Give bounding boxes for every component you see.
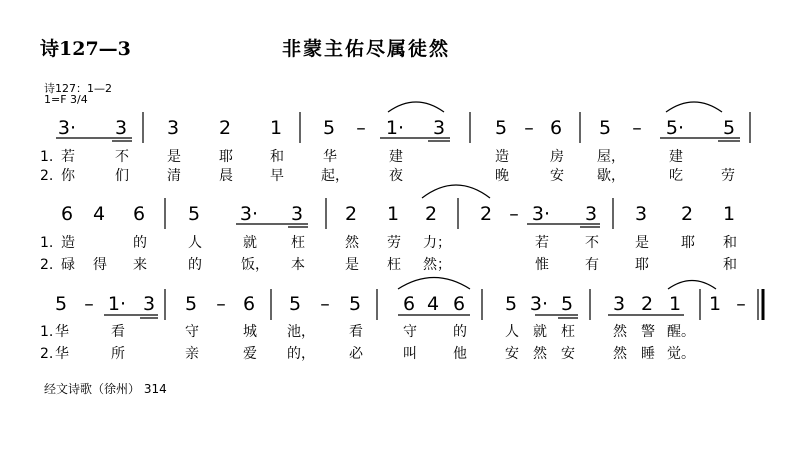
lyric: 然	[613, 346, 627, 362]
lyric: 本	[291, 257, 305, 273]
lyric: 华	[323, 149, 337, 165]
lyric: 歇，	[597, 168, 625, 184]
lyric: 晨	[219, 168, 233, 184]
lyric: 你	[61, 168, 75, 184]
note: 6	[60, 203, 74, 225]
note: 5	[494, 117, 508, 139]
lyric: 是	[345, 257, 359, 273]
note: 1	[708, 293, 722, 315]
note: 4	[92, 203, 106, 225]
lyric: 觉。	[667, 346, 695, 362]
note: –	[320, 293, 330, 315]
hymn-number: 诗127—3	[40, 38, 131, 60]
lyric: 枉	[561, 324, 575, 340]
lyric: 就	[243, 235, 257, 251]
source-footer: 经文诗歌（徐州） 314	[44, 382, 167, 396]
lyric: 然	[345, 235, 359, 251]
note: 3	[290, 203, 304, 225]
lyric: 的	[133, 235, 147, 251]
lyric: 造	[61, 235, 75, 251]
lyric: 的	[453, 324, 467, 340]
note: 2	[218, 117, 232, 139]
lyric: 若	[535, 235, 549, 251]
lyric: 是	[167, 149, 181, 165]
lyric: 碌	[61, 257, 75, 273]
lyric: 睡	[641, 346, 655, 362]
lyric: 守	[403, 324, 417, 340]
note: 2	[640, 293, 654, 315]
note: 5	[560, 293, 574, 315]
note: –	[84, 293, 94, 315]
lyric: 叫	[403, 346, 417, 362]
lyric: 是	[635, 235, 649, 251]
note: –	[356, 117, 366, 139]
note: 1	[386, 203, 400, 225]
lyric: 吃	[669, 168, 683, 184]
lyric: 力；	[423, 235, 451, 251]
lyric: 看	[111, 324, 125, 340]
lyric: 来	[133, 257, 147, 273]
note: 1	[269, 117, 283, 139]
lyric: 惟	[535, 257, 549, 273]
note: 2	[424, 203, 438, 225]
note: 6	[402, 293, 416, 315]
lyric: 看	[349, 324, 363, 340]
lyric: 就	[533, 324, 547, 340]
lyric: 夜	[389, 168, 403, 184]
verse-number: 1.	[40, 324, 54, 340]
lyric: 不	[585, 235, 599, 251]
lyric: 耶	[219, 149, 233, 165]
lyric: 华	[55, 346, 69, 362]
lyric: 华	[55, 324, 69, 340]
lyric: 有	[585, 257, 599, 273]
lyric: 然	[613, 324, 627, 340]
lyric: 亲	[185, 346, 199, 362]
lyric: 若	[61, 149, 75, 165]
lyric: 醒。	[667, 324, 695, 340]
lyric: 房	[550, 149, 564, 165]
lyric: 饭，	[241, 257, 269, 273]
lyric: 枉	[291, 235, 305, 251]
note: 1·	[107, 293, 127, 315]
note: 3·	[57, 117, 77, 139]
lyric: 警	[641, 324, 655, 340]
lyric: 他	[453, 346, 467, 362]
lyric: 安	[561, 346, 575, 362]
duration-underlines	[56, 138, 740, 318]
note: 2	[680, 203, 694, 225]
note: –	[509, 203, 519, 225]
lyric: 安	[550, 168, 564, 184]
verse-number: 1.	[40, 235, 54, 251]
note: 5·	[665, 117, 685, 139]
note: 5	[184, 293, 198, 315]
note: –	[524, 117, 534, 139]
note: 3	[114, 117, 128, 139]
note: 1·	[385, 117, 405, 139]
note: 6	[132, 203, 146, 225]
note: 3·	[531, 203, 551, 225]
note: 5	[722, 117, 736, 139]
lyric: 耶	[635, 257, 649, 273]
lyric: 的	[188, 257, 202, 273]
verse-number: 1.	[40, 149, 54, 165]
lyric: 池，	[287, 324, 315, 340]
note: 3	[142, 293, 156, 315]
lyric: 城	[243, 324, 257, 340]
lyric: 和	[723, 235, 737, 251]
note: –	[216, 293, 226, 315]
key-time-signature: 1=F 3/4	[44, 93, 88, 106]
lyric: 耶	[681, 235, 695, 251]
note: 6	[549, 117, 563, 139]
note: –	[632, 117, 642, 139]
note: 4	[426, 293, 440, 315]
note: 2	[344, 203, 358, 225]
note: 5	[288, 293, 302, 315]
lyric: 屋，	[597, 149, 625, 165]
lyric: 然；	[423, 257, 451, 273]
lyric: 的，	[287, 346, 315, 362]
lyric: 爱	[243, 346, 257, 362]
note: 3·	[239, 203, 259, 225]
note: 3	[634, 203, 648, 225]
note: 6	[452, 293, 466, 315]
lyric: 建	[389, 149, 403, 165]
song-title: 非蒙主佑尽属徒然	[282, 38, 451, 60]
lyric: 们	[115, 168, 129, 184]
lyric: 造	[495, 149, 509, 165]
note: 3	[612, 293, 626, 315]
note: 1	[722, 203, 736, 225]
scripture-reference: 诗127：1—2	[44, 82, 112, 95]
note: 5	[187, 203, 201, 225]
lyric: 晚	[495, 168, 509, 184]
note: 2	[479, 203, 493, 225]
lyric: 早	[270, 168, 284, 184]
lyric: 人	[505, 324, 519, 340]
lyric: 守	[185, 324, 199, 340]
verse-number: 2.	[40, 257, 54, 273]
lyric: 劳	[721, 168, 735, 184]
lyric: 和	[723, 257, 737, 273]
note: 3·	[529, 293, 549, 315]
verse-number: 2.	[40, 346, 54, 362]
lyric: 和	[270, 149, 284, 165]
lyric: 得	[93, 257, 107, 273]
note: 5	[598, 117, 612, 139]
note: 5	[504, 293, 518, 315]
note: 3	[584, 203, 598, 225]
note: 5	[322, 117, 336, 139]
lyric: 人	[188, 235, 202, 251]
lyric: 然	[533, 346, 547, 362]
note: 3	[166, 117, 180, 139]
note: 5	[54, 293, 68, 315]
lyric: 所	[111, 346, 125, 362]
note: 5	[348, 293, 362, 315]
lyric: 起，	[321, 168, 349, 184]
verse-number: 2.	[40, 168, 54, 184]
note: 6	[242, 293, 256, 315]
lyric: 安	[505, 346, 519, 362]
note: –	[736, 293, 746, 315]
note: 1	[668, 293, 682, 315]
lyric: 劳	[387, 235, 401, 251]
lyric: 清	[167, 168, 181, 184]
lyric: 建	[669, 149, 683, 165]
lyric: 必	[349, 346, 363, 362]
note: 3	[432, 117, 446, 139]
lyric: 枉	[387, 257, 401, 273]
lyric: 不	[115, 149, 129, 165]
